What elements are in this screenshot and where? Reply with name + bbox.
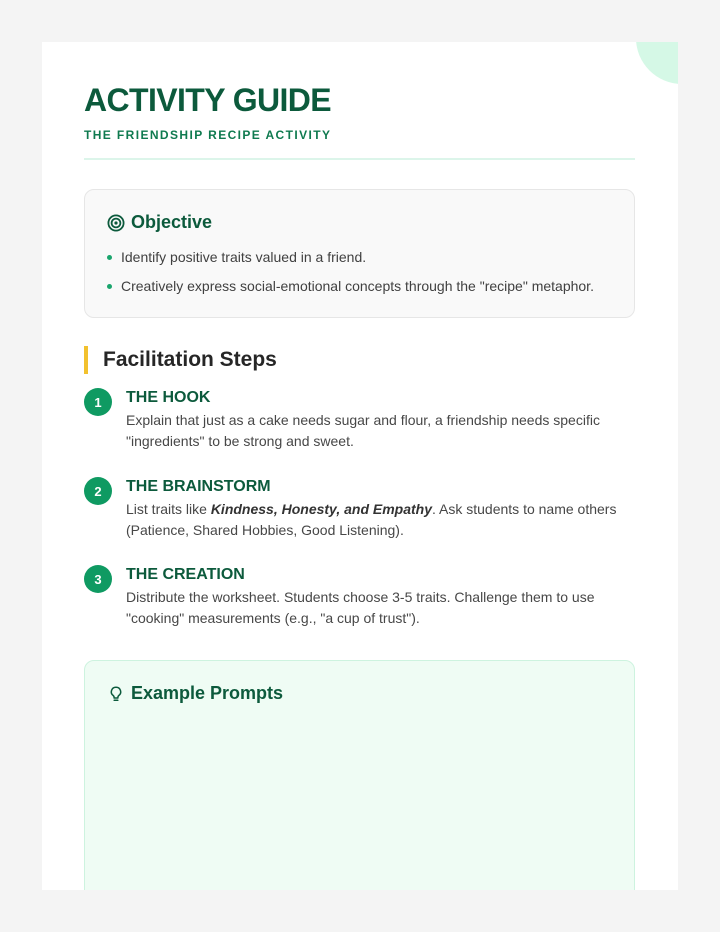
step-body: [126, 388, 626, 452]
objective-item: [107, 277, 594, 295]
target-icon: [107, 214, 125, 232]
activity-guide-page: [42, 42, 678, 890]
objective-item-text: Creatively express social-emotional concepts through the "recipe" metaphor.: [121, 278, 594, 294]
step-description: [126, 499, 626, 541]
facilitation-steps-heading: Facilitation Steps: [84, 346, 277, 374]
page-title: ACTIVITY GUIDE: [84, 82, 332, 118]
example-prompts-card: [84, 660, 635, 890]
step-description-suffix: . Ask students to name others (Patience, Shared Hobbies, Good Listening).: [126, 501, 617, 538]
header-divider: [84, 158, 635, 160]
page-header: [84, 82, 635, 142]
objective-list: [107, 248, 594, 306]
prompts-heading: Example Prompts: [131, 683, 284, 703]
step-description: Distribute the worksheet. Students choose 3-5 traits. Challenge them to use "cooking" measurements (e.g., "a cup of trust").: [126, 589, 595, 626]
objective-heading: Objective: [131, 212, 213, 232]
step-number-badge: 1: [84, 388, 112, 416]
lightbulb-icon: [107, 685, 125, 703]
bullet-icon: [107, 255, 112, 260]
corner-decoration: [636, 42, 678, 84]
step-description-prefix: List traits like: [126, 501, 211, 517]
step-description: Explain that just as a cake needs sugar and flour, a friendship needs specific "ingredients" to be strong and sweet.: [126, 412, 600, 449]
step-title: THE HOOK: [126, 389, 211, 406]
objective-item: [107, 248, 594, 266]
step-number-badge: 2: [84, 477, 112, 505]
step-title: THE BRAINSTORM: [126, 478, 271, 495]
step-body: [126, 565, 626, 629]
bullet-icon: [107, 284, 112, 289]
objective-item-text: Identify positive traits valued in a friend.: [121, 249, 367, 265]
step-description-emphasis: Kindness, Honesty, and Empathy: [210, 501, 433, 517]
objective-card: [84, 189, 635, 318]
objective-header: [107, 212, 212, 233]
step-body: [126, 477, 626, 541]
step-title: THE CREATION: [126, 566, 245, 583]
prompts-header: [107, 683, 283, 704]
step-number-badge: 3: [84, 565, 112, 593]
page-subtitle: THE FRIENDSHIP RECIPE ACTIVITY: [84, 128, 332, 142]
